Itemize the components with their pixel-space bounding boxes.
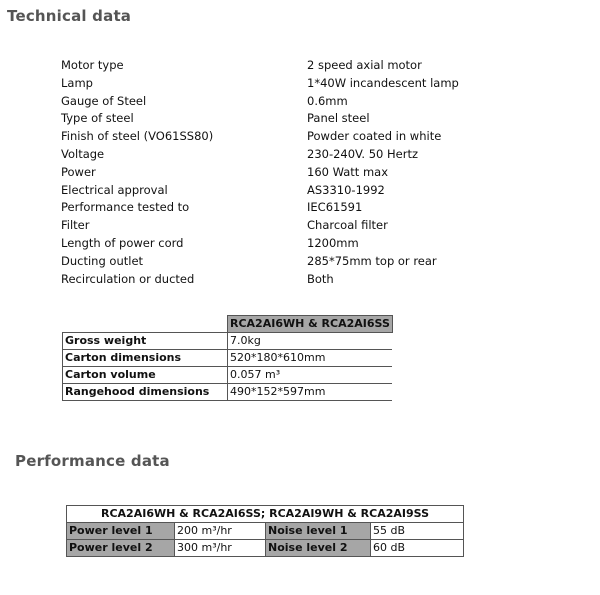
spec-label: Electrical approval — [61, 182, 168, 197]
spec-row — [61, 217, 501, 235]
spec-value: 0.6mm — [307, 93, 348, 108]
spec-row — [61, 128, 501, 146]
spec-label: Recirculation or ducted — [61, 271, 195, 286]
airflow-value: 200 m³/hr — [175, 523, 266, 540]
spec-value: AS3310-1992 — [307, 182, 385, 197]
noise-value: 55 dB — [371, 523, 464, 540]
spec-row — [61, 146, 501, 164]
spec-value: Panel steel — [307, 111, 370, 126]
table-row — [63, 333, 393, 350]
spec-row — [61, 93, 501, 111]
row-value: 490*152*597mm — [228, 384, 393, 401]
model-header: RCA2AI6WH & RCA2AI6SS — [228, 316, 393, 333]
airflow-value: 300 m³/hr — [175, 540, 266, 557]
spec-value: 2 speed axial motor — [307, 58, 422, 72]
row-label: Carton volume — [63, 367, 228, 384]
spec-label: Motor type — [61, 58, 124, 72]
spec-value: 1200mm — [307, 235, 359, 250]
technical-data-heading: Technical data — [7, 7, 132, 25]
table-row — [63, 384, 393, 401]
noise-level-label: Noise level 1 — [266, 523, 371, 540]
spec-label: Ducting outlet — [61, 253, 144, 268]
spec-row — [61, 110, 501, 128]
spec-label: Type of steel — [61, 111, 134, 126]
spec-row — [61, 271, 501, 289]
spec-label: Lamp — [61, 75, 93, 90]
spec-value: 1*40W incandescent lamp — [307, 75, 459, 90]
spec-label: Filter — [61, 218, 90, 233]
spec-row — [61, 182, 501, 200]
spec-value: 160 Watt max — [307, 164, 389, 179]
table-header-blank — [63, 316, 228, 333]
noise-value: 60 dB — [371, 540, 464, 557]
row-label: Gross weight — [63, 333, 228, 350]
spec-label: Performance tested to — [61, 200, 190, 215]
power-level-label: Power level 2 — [67, 540, 175, 557]
spec-value: IEC61591 — [307, 200, 363, 215]
product-dimensions-table — [62, 315, 393, 401]
spec-value: 285*75mm top or rear — [307, 253, 437, 268]
spec-label: Gauge of Steel — [61, 93, 147, 108]
row-value: 7.0kg — [228, 333, 393, 350]
spec-value: Charcoal filter — [307, 218, 388, 233]
table-row — [67, 523, 464, 540]
table-header-row — [63, 316, 393, 333]
spec-list — [61, 57, 501, 288]
spec-row — [61, 235, 501, 253]
performance-table — [66, 505, 464, 557]
row-label: Rangehood dimensions — [63, 384, 228, 401]
row-value: 520*180*610mm — [228, 350, 393, 367]
table-title-row — [67, 506, 464, 523]
row-label: Carton dimensions — [63, 350, 228, 367]
spec-row — [61, 199, 501, 217]
table-row — [67, 540, 464, 557]
table-row — [63, 367, 393, 384]
row-value: 0.057 m³ — [228, 367, 393, 384]
power-level-label: Power level 1 — [67, 523, 175, 540]
spec-value: Both — [307, 271, 334, 286]
performance-table-title: RCA2AI6WH & RCA2AI6SS; RCA2AI9WH & RCA2AI9SS — [67, 506, 464, 523]
spec-value: Powder coated in white — [307, 129, 442, 144]
performance-data-heading: Performance data — [15, 452, 170, 470]
spec-label: Power — [61, 164, 96, 179]
spec-value: 230-240V. 50 Hertz — [307, 146, 419, 161]
spec-row — [61, 57, 501, 75]
spec-row — [61, 75, 501, 93]
table-row — [63, 350, 393, 367]
spec-label: Finish of steel (VO61SS80) — [61, 129, 214, 144]
spec-row — [61, 164, 501, 182]
spec-label: Length of power cord — [61, 235, 184, 250]
spec-label: Voltage — [61, 146, 105, 161]
spec-row — [61, 253, 501, 271]
noise-level-label: Noise level 2 — [266, 540, 371, 557]
